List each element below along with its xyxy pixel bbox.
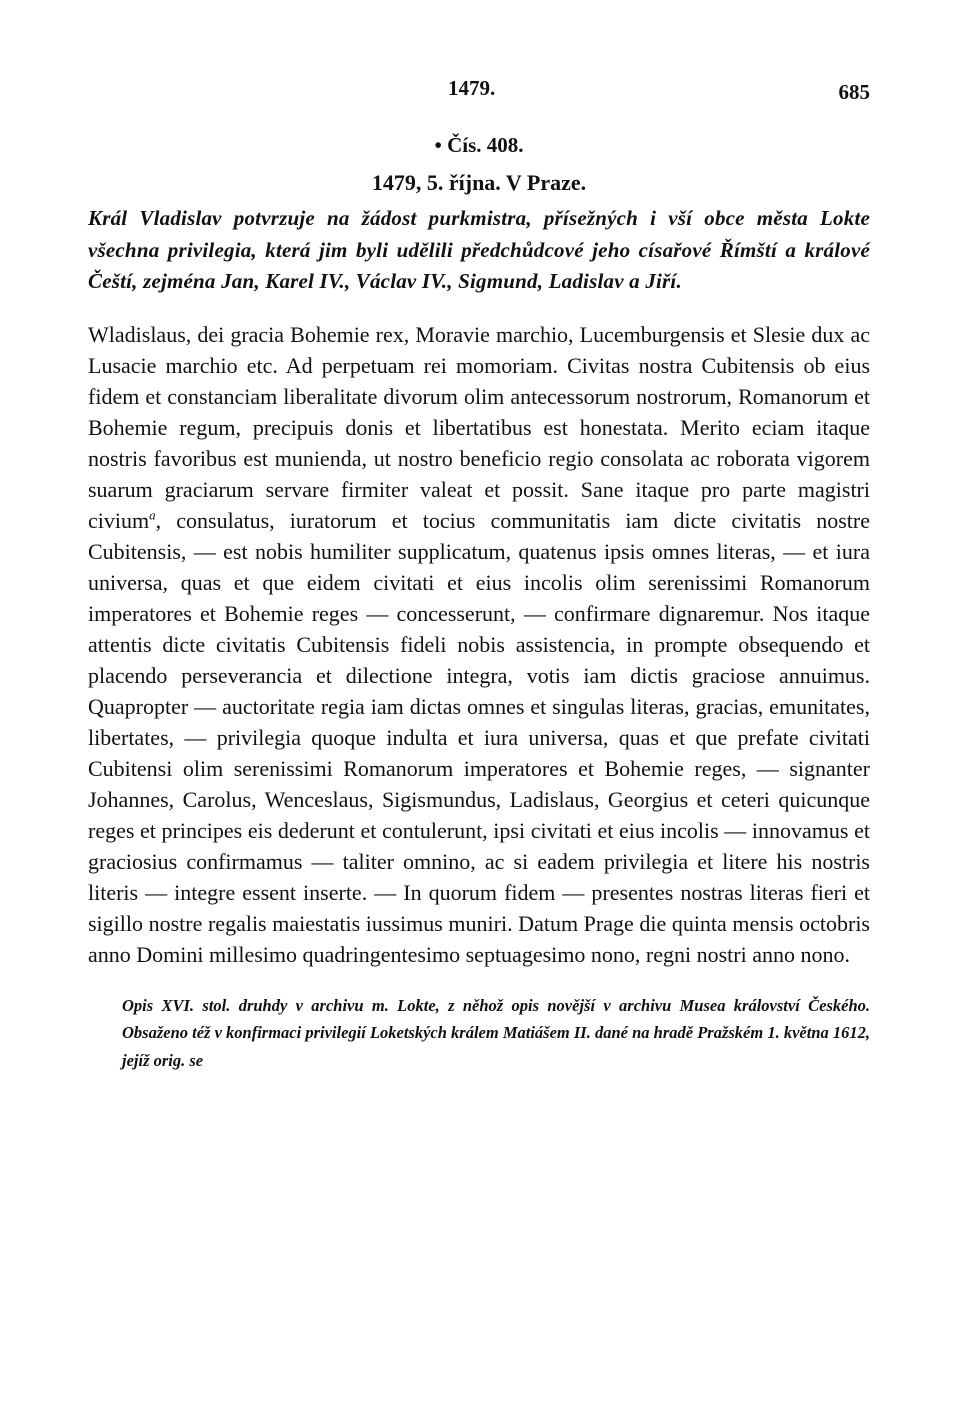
document-date-place: 1479, 5. října. V Praze. [371,170,587,195]
czech-regest: Král Vladislav potvrzuje na žádost purkmistra, přísežných i vší obce města Lokte všechna privilegia, která jim byli udělili předchůdcové jeho císařové Římští a králové Čeští, zejména Jan, Karel IV., Václav IV., Sigmund, Ladislav a Jiří. [88,206,870,293]
running-header [88,70,870,106]
document-number: • Čís. 408. [434,133,524,157]
latin-text-part-1: Wladislaus, dei gracia Bohemie rex, Moravie marchio, Lucemburgensis et Slesie dux ac Lusacie marchio etc. Ad perpetuam rei momoriam. Civitas nostra Cubitensis ob eius fidem et constanciam liberalitate divorum olim antecessorum nostrorum, Romanorum et Bohemie regum, precipuis donis et libertatibus est honestata. Merito eciam itaque nostris favoribus est munienda, ut nostro beneficio regio consolata ac roborata vigorem suarum graciarum servare firmiter valeat et possit. Sane itaque pro parte magistri civium [88,321,870,533]
page [88,70,870,1091]
latin-charter-text [88,319,870,970]
running-year: 1479. [448,76,496,100]
source-apparatus-note: Opis XVI. stol. druhdy v archivu m. Lokte, z něhož opis novější v archivu Musea království Českého. Obsaženo též v konfirmaci privilegií Loketských králem Matiášem II. dané na hradě Pražském 1. května 1612, jejíž orig. se [122,995,870,1070]
page-number: 685 [838,80,870,104]
latin-text-part-2: , consulatus, iuratorum et tocius communitatis iam dicte civitatis nostre Cubitensis, — est nobis humiliter supplicatum, quatenus ipsis omnes literas, — et iura universa, quas et que eidem civitati et eius incolis olim serenissimi Romanorum imperatores et Bohemie reges — concesserunt, — confirmare dignaremur. Nos itaque attentis dicte civitatis Cubitensis fideli nobis assistencia, in prompte obsequendo et placendo perseverancia et dilectione integra, votis iam dictis graciose annuimus. Quapropter — auctoritate regia iam dictas omnes et singulas literas, gracias, emunitates, libertates, — privilegia quoque indulta et iura universa, quas et que prefate civitati Cubitensi olim serenissimi Romanorum imperatores et Bohemie reges, — signanter Johannes, Carolus, Wenceslaus, Sigismundus, Ladislaus, Georgius et ceteri quicunque reges et principes eis dederunt et contulerunt, ipsi civitati et eius incolis — innovamus et graciosius confirmamus — taliter omnino, ac si eadem privilegia et litere his nostris literis — integre essent inserte. — In quorum fidem — presentes nostras literas fieri et sigillo nostre regalis maiestatis iussimus muniri. Datum Prage die quinta mensis octobris anno Domini millesimo quadringentesimo septuagesimo nono, regni nostri anno nono. [88,507,870,967]
footnote-marker: a [149,507,156,523]
